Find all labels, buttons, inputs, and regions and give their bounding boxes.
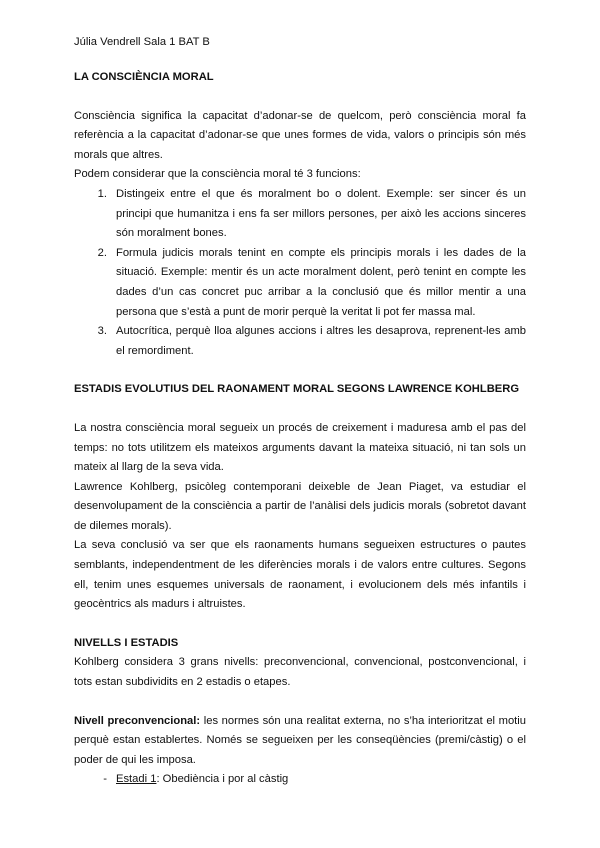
level-text: les normes són una realitat externa, no s’ha interioritzat el motiu perquè estan establertes. Només se segueixen per les conseqüències (premi/càstig) o el poder de qui les imposa. xyxy=(74,714,527,766)
list-item xyxy=(74,770,526,790)
section-title-kohlberg: ESTADIS EVOLUTIUS DEL RAONAMENT MORAL SEGONS LAWRENCE KOHLBERG xyxy=(74,383,520,396)
paragraph-kohlberg-study: Lawrence Kohlberg, psicòleg contemporani deixeble de Jean Piaget, va estudiar el desenvolupament de la consciència a partir de l’anàlisi dels judicis morals (sobretot davant de dilemes morals). xyxy=(74,480,526,532)
document-body xyxy=(74,68,526,790)
stage-label: Estadi 1 xyxy=(116,773,157,786)
list-text: Formula judicis morals tenint en compte els principis morals i les dades de la situació. Exemple: mentir és un acte moralment dolent, però tenint en compte les dades d’un cas concret puc arribar a la conclusió que és millor mentir a una persona que s’està a punt de morir perquè la veritat li pot fer massa mal. xyxy=(116,246,526,318)
paragraph-definition: Consciència significa la capacitat d’adonar-se de quelcom, però consciència moral fa referència a la capacitat d’adonar-se que unes formes de vida, valors o principis són més morals que altres. xyxy=(74,109,526,161)
section-title-levels: NIVELLS I ESTADIS xyxy=(74,636,179,649)
dash-bullet: - xyxy=(103,773,107,786)
level-label: Nivell preconvencional: xyxy=(74,714,201,727)
paragraph-preconventional xyxy=(74,712,526,771)
stages-list xyxy=(74,770,526,790)
paragraph-conclusion: La seva conclusió va ser que els raonaments humans segueixen estructures o pautes semblants, independentment de les diferències morals i de valors entre cultures. Segons ell, tenim unes esquemes universals de raonament, i evolucionem dels més infantils i geocèntrics als madurs i altruistes. xyxy=(74,539,526,611)
stage-text: : Obediència i por al càstig xyxy=(156,773,289,786)
paragraph-levels: Kohlberg considera 3 grans nivells: preconvencional, convencional, postconvencional, i tots estan subdividits en 2 estadis o etapes. xyxy=(74,656,526,689)
author-header: Júlia Vendrell Sala 1 BAT B xyxy=(74,36,210,48)
list-item xyxy=(74,185,526,244)
list-item xyxy=(74,244,526,322)
list-text: Autocrítica, perquè lloa algunes accions i altres les desaprova, reprenent-les amb el remordiment. xyxy=(116,325,526,357)
list-number: 2. xyxy=(97,246,107,259)
functions-list xyxy=(74,185,526,361)
paragraph-growth: La nostra consciència moral segueix un procés de creixement i maduresa amb el pas del temps: no tots utilitzem els mateixos arguments davant la mateixa situació, ni tan sols un mateix al llarg de la seva vida. xyxy=(74,421,526,474)
list-item xyxy=(74,322,526,361)
list-number: 3. xyxy=(97,325,107,338)
section-title-conscience: LA CONSCIÈNCIA MORAL xyxy=(74,71,214,83)
paragraph-functions-intro: Podem considerar que la consciència moral té 3 funcions: xyxy=(74,168,361,181)
list-number: 1. xyxy=(97,187,107,200)
list-text: Distingeix entre el que és moralment bo o dolent. Exemple: ser sincer és un principi que humanitza i ens fa ser millors persones, per això les accions sinceres són moralment bones. xyxy=(116,187,526,240)
